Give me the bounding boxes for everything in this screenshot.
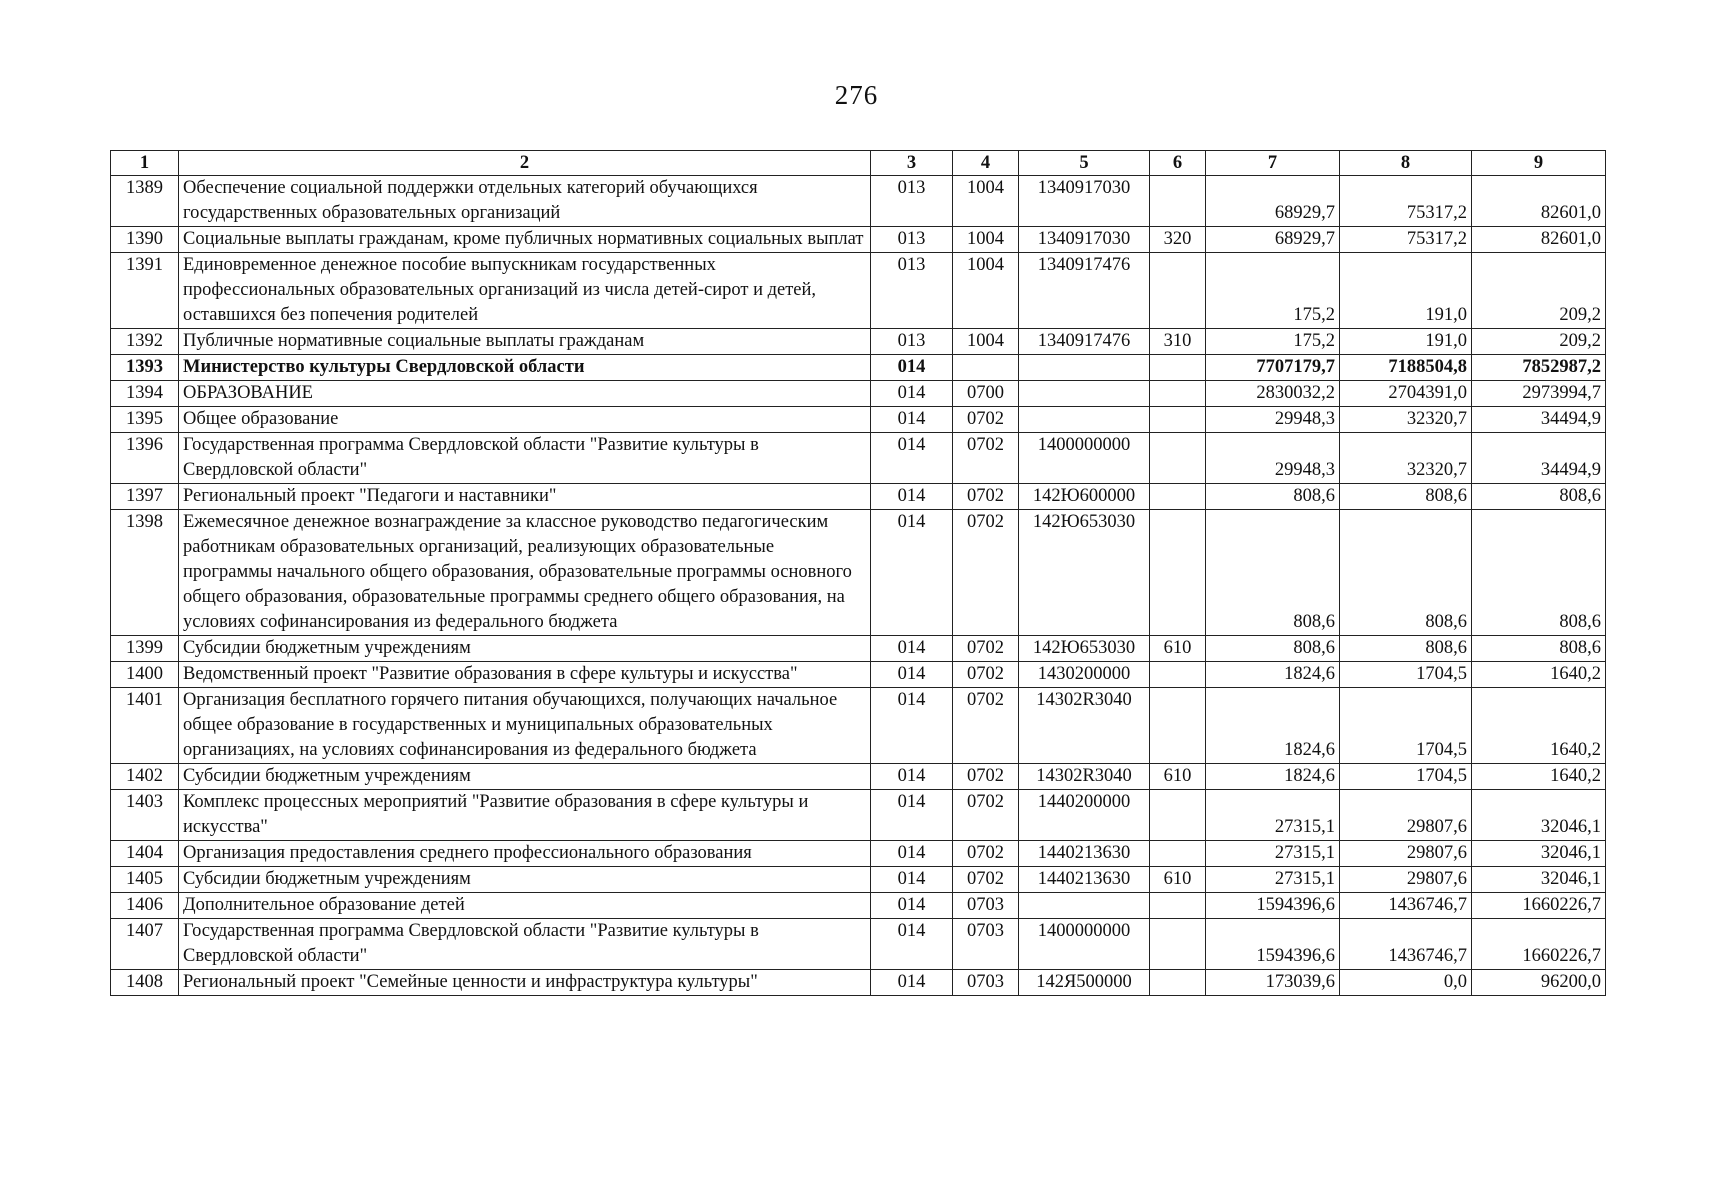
target-article-code: 1340917030 (1019, 227, 1150, 253)
amount-col-8: 75317,2 (1340, 227, 1472, 253)
amount-col-9: 808,6 (1472, 510, 1606, 636)
section-code: 0702 (953, 790, 1019, 841)
table-row (111, 841, 1606, 867)
amount-col-9: 2973994,7 (1472, 381, 1606, 407)
row-number: 1398 (111, 510, 179, 636)
amount-col-8: 7188504,8 (1340, 355, 1472, 381)
amount-col-7: 2830032,2 (1206, 381, 1340, 407)
ministry-code: 014 (871, 636, 953, 662)
section-code (953, 355, 1019, 381)
amount-col-8: 808,6 (1340, 510, 1472, 636)
row-number: 1393 (111, 355, 179, 381)
expense-type-code (1150, 381, 1206, 407)
ministry-code: 014 (871, 484, 953, 510)
amount-col-7: 1824,6 (1206, 764, 1340, 790)
amount-col-8: 75317,2 (1340, 176, 1472, 227)
amount-col-8: 2704391,0 (1340, 381, 1472, 407)
header-cell: 1 (111, 151, 179, 176)
expense-type-code (1150, 510, 1206, 636)
row-description: Государственная программа Свердловской области "Развитие культуры в Свердловской области" (179, 919, 871, 970)
ministry-code: 014 (871, 662, 953, 688)
row-number: 1408 (111, 970, 179, 996)
amount-col-7: 68929,7 (1206, 176, 1340, 227)
target-article-code (1019, 381, 1150, 407)
row-description: Комплекс процессных мероприятий "Развитие образования в сфере культуры и искусства" (179, 790, 871, 841)
section-code: 1004 (953, 329, 1019, 355)
table-row (111, 919, 1606, 970)
amount-col-9: 82601,0 (1472, 227, 1606, 253)
ministry-code: 014 (871, 893, 953, 919)
row-number: 1392 (111, 329, 179, 355)
amount-col-7: 173039,6 (1206, 970, 1340, 996)
expense-type-code: 310 (1150, 329, 1206, 355)
row-description: Публичные нормативные социальные выплаты гражданам (179, 329, 871, 355)
section-code: 1004 (953, 176, 1019, 227)
table-row (111, 764, 1606, 790)
expense-type-code (1150, 355, 1206, 381)
row-description: Общее образование (179, 407, 871, 433)
expense-type-code: 610 (1150, 867, 1206, 893)
expense-type-code: 320 (1150, 227, 1206, 253)
amount-col-9: 96200,0 (1472, 970, 1606, 996)
ministry-code: 013 (871, 253, 953, 329)
expense-type-code (1150, 433, 1206, 484)
amount-col-7: 29948,3 (1206, 433, 1340, 484)
table-row (111, 407, 1606, 433)
target-article-code: 14302R3040 (1019, 688, 1150, 764)
amount-col-8: 1704,5 (1340, 688, 1472, 764)
row-number: 1404 (111, 841, 179, 867)
amount-col-9: 1640,2 (1472, 662, 1606, 688)
amount-col-7: 7707179,7 (1206, 355, 1340, 381)
header-row (111, 151, 1606, 176)
section-code: 0702 (953, 841, 1019, 867)
amount-col-9: 808,6 (1472, 484, 1606, 510)
row-description: Региональный проект "Педагоги и наставники" (179, 484, 871, 510)
target-article-code: 1430200000 (1019, 662, 1150, 688)
ministry-code: 014 (871, 688, 953, 764)
target-article-code: 142Ю653030 (1019, 510, 1150, 636)
amount-col-9: 32046,1 (1472, 790, 1606, 841)
header-cell: 6 (1150, 151, 1206, 176)
target-article-code: 142Ю653030 (1019, 636, 1150, 662)
target-article-code: 142Ю600000 (1019, 484, 1150, 510)
header-cell: 9 (1472, 151, 1606, 176)
amount-col-7: 808,6 (1206, 484, 1340, 510)
target-article-code: 1340917030 (1019, 176, 1150, 227)
row-description: ОБРАЗОВАНИЕ (179, 381, 871, 407)
amount-col-9: 1640,2 (1472, 764, 1606, 790)
table-row (111, 381, 1606, 407)
page-number: 276 (834, 80, 879, 110)
amount-col-8: 1704,5 (1340, 662, 1472, 688)
expense-type-code (1150, 662, 1206, 688)
amount-col-9: 7852987,2 (1472, 355, 1606, 381)
target-article-code: 1440213630 (1019, 867, 1150, 893)
row-description: Субсидии бюджетным учреждениям (179, 636, 871, 662)
target-article-code: 142Я500000 (1019, 970, 1150, 996)
ministry-code: 014 (871, 867, 953, 893)
section-code: 0703 (953, 970, 1019, 996)
expense-type-code (1150, 790, 1206, 841)
row-number: 1405 (111, 867, 179, 893)
amount-col-7: 1824,6 (1206, 688, 1340, 764)
target-article-code: 1440213630 (1019, 841, 1150, 867)
amount-col-8: 1436746,7 (1340, 893, 1472, 919)
amount-col-9: 34494,9 (1472, 433, 1606, 484)
row-description: Социальные выплаты гражданам, кроме публичных нормативных социальных выплат (179, 227, 871, 253)
row-description: Государственная программа Свердловской области "Развитие культуры в Свердловской области" (179, 433, 871, 484)
expense-type-code (1150, 841, 1206, 867)
amount-col-8: 0,0 (1340, 970, 1472, 996)
target-article-code (1019, 893, 1150, 919)
section-code: 1004 (953, 227, 1019, 253)
row-number: 1397 (111, 484, 179, 510)
header-cell: 7 (1206, 151, 1340, 176)
row-number: 1403 (111, 790, 179, 841)
row-number: 1396 (111, 433, 179, 484)
table-row (111, 688, 1606, 764)
row-number: 1391 (111, 253, 179, 329)
ministry-code: 014 (871, 970, 953, 996)
row-number: 1390 (111, 227, 179, 253)
ministry-code: 014 (871, 510, 953, 636)
ministry-code: 014 (871, 381, 953, 407)
target-article-code: 1340917476 (1019, 329, 1150, 355)
table-row (111, 227, 1606, 253)
amount-col-8: 29807,6 (1340, 841, 1472, 867)
amount-col-7: 27315,1 (1206, 867, 1340, 893)
row-number: 1395 (111, 407, 179, 433)
amount-col-9: 1660226,7 (1472, 919, 1606, 970)
amount-col-9: 32046,1 (1472, 841, 1606, 867)
table-row (111, 970, 1606, 996)
row-description: Министерство культуры Свердловской области (179, 355, 871, 381)
row-number: 1402 (111, 764, 179, 790)
section-code: 0702 (953, 484, 1019, 510)
section-code: 0703 (953, 919, 1019, 970)
amount-col-7: 1594396,6 (1206, 893, 1340, 919)
expense-type-code (1150, 253, 1206, 329)
row-description: Организация бесплатного горячего питания обучающихся, получающих начальное общее образование в государственных и муниципальных образовательных организациях, на условиях софинансирования из федерального бюджета (179, 688, 871, 764)
expense-type-code (1150, 407, 1206, 433)
row-description: Дополнительное образование детей (179, 893, 871, 919)
table-row (111, 867, 1606, 893)
amount-col-7: 1824,6 (1206, 662, 1340, 688)
table-row (111, 790, 1606, 841)
expense-type-code (1150, 176, 1206, 227)
table-row (111, 893, 1606, 919)
row-description: Региональный проект "Семейные ценности и инфраструктура культуры" (179, 970, 871, 996)
row-number: 1406 (111, 893, 179, 919)
amount-col-8: 32320,7 (1340, 407, 1472, 433)
section-code: 0702 (953, 636, 1019, 662)
section-code: 0702 (953, 764, 1019, 790)
section-code: 0702 (953, 510, 1019, 636)
section-code: 1004 (953, 253, 1019, 329)
row-number: 1399 (111, 636, 179, 662)
section-code: 0703 (953, 893, 1019, 919)
amount-col-8: 808,6 (1340, 484, 1472, 510)
amount-col-7: 175,2 (1206, 253, 1340, 329)
amount-col-8: 1436746,7 (1340, 919, 1472, 970)
ministry-code: 014 (871, 919, 953, 970)
table-row (111, 355, 1606, 381)
ministry-code: 013 (871, 176, 953, 227)
amount-col-9: 34494,9 (1472, 407, 1606, 433)
row-description: Обеспечение социальной поддержки отдельных категорий обучающихся государственных образовательных организаций (179, 176, 871, 227)
ministry-code: 014 (871, 790, 953, 841)
amount-col-9: 209,2 (1472, 329, 1606, 355)
ministry-code: 014 (871, 407, 953, 433)
table-row (111, 484, 1606, 510)
section-code: 0702 (953, 662, 1019, 688)
expense-type-code (1150, 893, 1206, 919)
amount-col-8: 1704,5 (1340, 764, 1472, 790)
budget-table (110, 150, 1606, 996)
table-row (111, 253, 1606, 329)
ministry-code: 013 (871, 227, 953, 253)
amount-col-9: 1660226,7 (1472, 893, 1606, 919)
row-number: 1401 (111, 688, 179, 764)
target-article-code (1019, 355, 1150, 381)
header-cell: 5 (1019, 151, 1150, 176)
header-cell: 3 (871, 151, 953, 176)
amount-col-8: 808,6 (1340, 636, 1472, 662)
header-cell: 2 (179, 151, 871, 176)
amount-col-8: 191,0 (1340, 329, 1472, 355)
section-code: 0700 (953, 381, 1019, 407)
expense-type-code: 610 (1150, 636, 1206, 662)
amount-col-8: 191,0 (1340, 253, 1472, 329)
expense-type-code (1150, 919, 1206, 970)
target-article-code: 1440200000 (1019, 790, 1150, 841)
amount-col-7: 68929,7 (1206, 227, 1340, 253)
row-description: Ведомственный проект "Развитие образования в сфере культуры и искусства" (179, 662, 871, 688)
table-row (111, 433, 1606, 484)
row-number: 1400 (111, 662, 179, 688)
amount-col-7: 29948,3 (1206, 407, 1340, 433)
amount-col-7: 27315,1 (1206, 841, 1340, 867)
target-article-code: 1400000000 (1019, 919, 1150, 970)
row-description: Организация предоставления среднего профессионального образования (179, 841, 871, 867)
row-number: 1407 (111, 919, 179, 970)
amount-col-7: 27315,1 (1206, 790, 1340, 841)
target-article-code: 14302R3040 (1019, 764, 1150, 790)
target-article-code: 1400000000 (1019, 433, 1150, 484)
row-description: Ежемесячное денежное вознаграждение за классное руководство педагогическим работникам образовательных организаций, реализующих образовательные программы начального общего образования, образовательные программы основного общего образования, образовательные программы среднего общего образования, на условиях софинансирования из федерального бюджета (179, 510, 871, 636)
header-cell: 4 (953, 151, 1019, 176)
row-number: 1389 (111, 176, 179, 227)
target-article-code (1019, 407, 1150, 433)
amount-col-8: 32320,7 (1340, 433, 1472, 484)
section-code: 0702 (953, 433, 1019, 484)
amount-col-9: 1640,2 (1472, 688, 1606, 764)
ministry-code: 014 (871, 764, 953, 790)
section-code: 0702 (953, 867, 1019, 893)
amount-col-7: 808,6 (1206, 510, 1340, 636)
amount-col-9: 82601,0 (1472, 176, 1606, 227)
target-article-code: 1340917476 (1019, 253, 1150, 329)
row-description: Субсидии бюджетным учреждениям (179, 764, 871, 790)
amount-col-9: 32046,1 (1472, 867, 1606, 893)
amount-col-7: 808,6 (1206, 636, 1340, 662)
table-row (111, 662, 1606, 688)
ministry-code: 014 (871, 433, 953, 484)
ministry-code: 014 (871, 841, 953, 867)
amount-col-7: 1594396,6 (1206, 919, 1340, 970)
expense-type-code: 610 (1150, 764, 1206, 790)
amount-col-8: 29807,6 (1340, 867, 1472, 893)
expense-type-code (1150, 970, 1206, 996)
section-code: 0702 (953, 407, 1019, 433)
row-description: Единовременное денежное пособие выпускникам государственных профессиональных образовательных организаций из числа детей-сирот и детей, оставшихся без попечения родителей (179, 253, 871, 329)
ministry-code: 013 (871, 329, 953, 355)
table-row (111, 329, 1606, 355)
expense-type-code (1150, 688, 1206, 764)
table-row (111, 176, 1606, 227)
ministry-code: 014 (871, 355, 953, 381)
row-description: Субсидии бюджетным учреждениям (179, 867, 871, 893)
table-row (111, 510, 1606, 636)
section-code: 0702 (953, 688, 1019, 764)
table-row (111, 636, 1606, 662)
row-number: 1394 (111, 381, 179, 407)
expense-type-code (1150, 484, 1206, 510)
header-cell: 8 (1340, 151, 1472, 176)
amount-col-9: 808,6 (1472, 636, 1606, 662)
amount-col-8: 29807,6 (1340, 790, 1472, 841)
amount-col-7: 175,2 (1206, 329, 1340, 355)
amount-col-9: 209,2 (1472, 253, 1606, 329)
